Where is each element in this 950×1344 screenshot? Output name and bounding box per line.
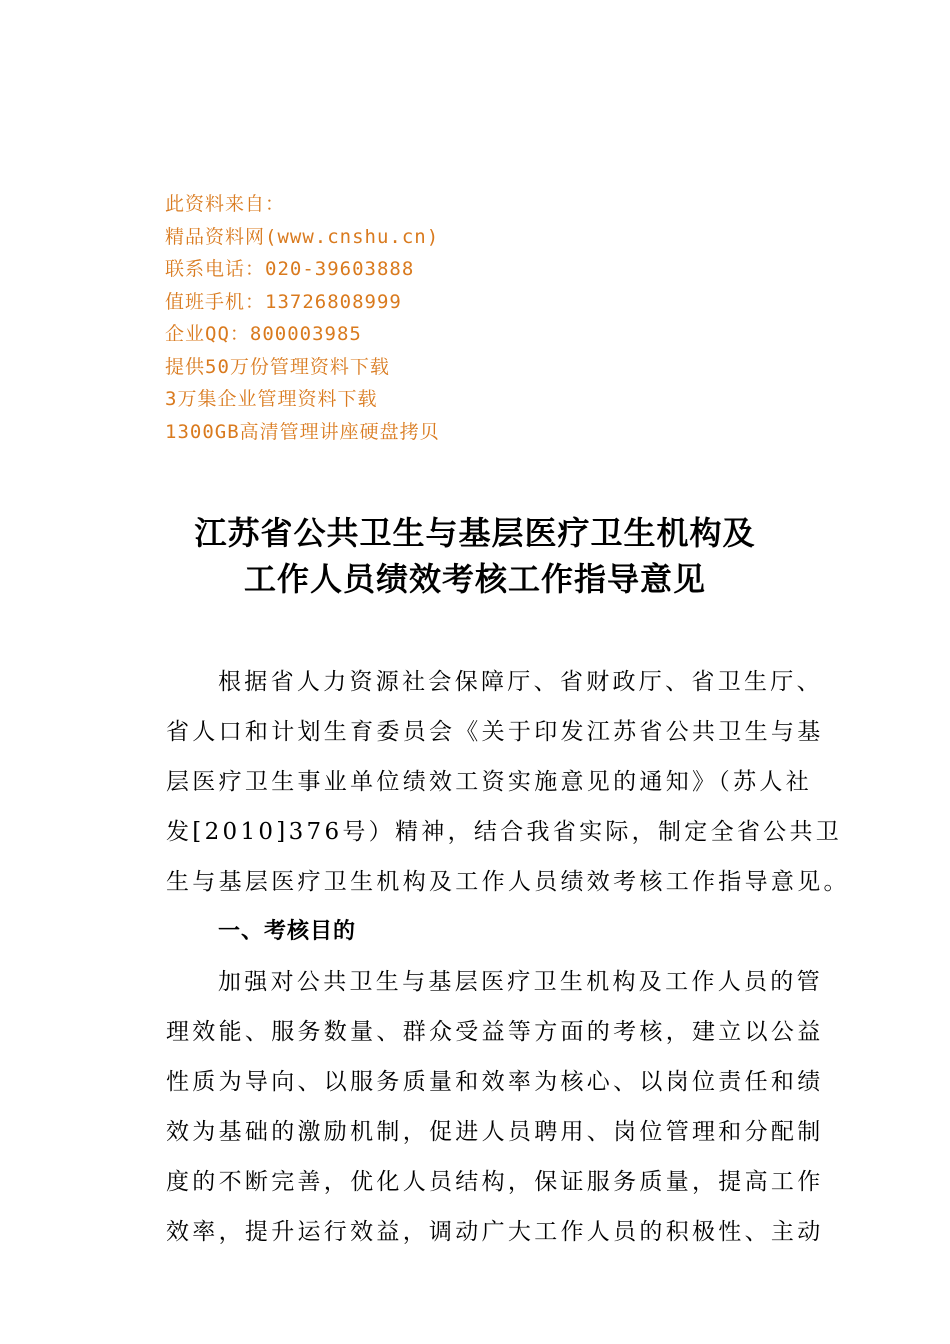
source-header-line: 此资料来自： xyxy=(165,193,286,215)
source-header-line: 联系电话：020-39603888 xyxy=(165,258,415,280)
paragraph-line: 理效能、服务数量、群众受益等方面的考核，建立以公益 xyxy=(166,1019,824,1045)
paragraph-line: 生与基层医疗卫生机构及工作人员绩效考核工作指导意见。 xyxy=(166,869,850,895)
source-header-line: 提供50万份管理资料下载 xyxy=(165,355,390,378)
source-header-line: 1300GB高清管理讲座硬盘拷贝 xyxy=(165,420,440,443)
paragraph-line: 发[2010]376号）精神，结合我省实际，制定全省公共卫 xyxy=(166,819,843,845)
paragraph-line: 度的不断完善，优化人员结构，保证服务质量，提高工作 xyxy=(166,1169,824,1195)
document-title-line: 工作人员绩效考核工作指导意见 xyxy=(243,560,706,598)
document-title-line: 江苏省公共卫生与基层医疗卫生机构及 xyxy=(194,514,756,552)
paragraph-line: 加强对公共卫生与基层医疗卫生机构及工作人员的管 xyxy=(218,969,823,995)
source-header-line: 企业QQ：800003985 xyxy=(165,323,362,345)
source-header-line: 值班手机：13726808999 xyxy=(165,290,402,313)
document-title xyxy=(0,510,950,602)
paragraph-line: 效率，提升运行效益，调动广大工作人员的积极性、主动 xyxy=(166,1219,824,1245)
source-header-line: 3万集企业管理资料下载 xyxy=(165,388,378,410)
source-header xyxy=(165,188,585,448)
source-header-line: 精品资料网(www.cnshu.cn) xyxy=(165,225,440,248)
section-heading: 一、考核目的 xyxy=(218,919,357,944)
document-body xyxy=(166,657,850,1257)
paragraph-line: 性质为导向、以服务质量和效率为核心、以岗位责任和绩 xyxy=(166,1069,824,1095)
paragraph-line: 层医疗卫生事业单位绩效工资实施意见的通知》（苏人社 xyxy=(166,769,812,795)
paragraph-line: 根据省人力资源社会保障厅、省财政厅、省卫生厅、 xyxy=(218,669,823,695)
paragraph-line: 效为基础的激励机制，促进人员聘用、岗位管理和分配制 xyxy=(166,1119,824,1145)
paragraph-line: 省人口和计划生育委员会《关于印发江苏省公共卫生与基 xyxy=(166,719,824,745)
